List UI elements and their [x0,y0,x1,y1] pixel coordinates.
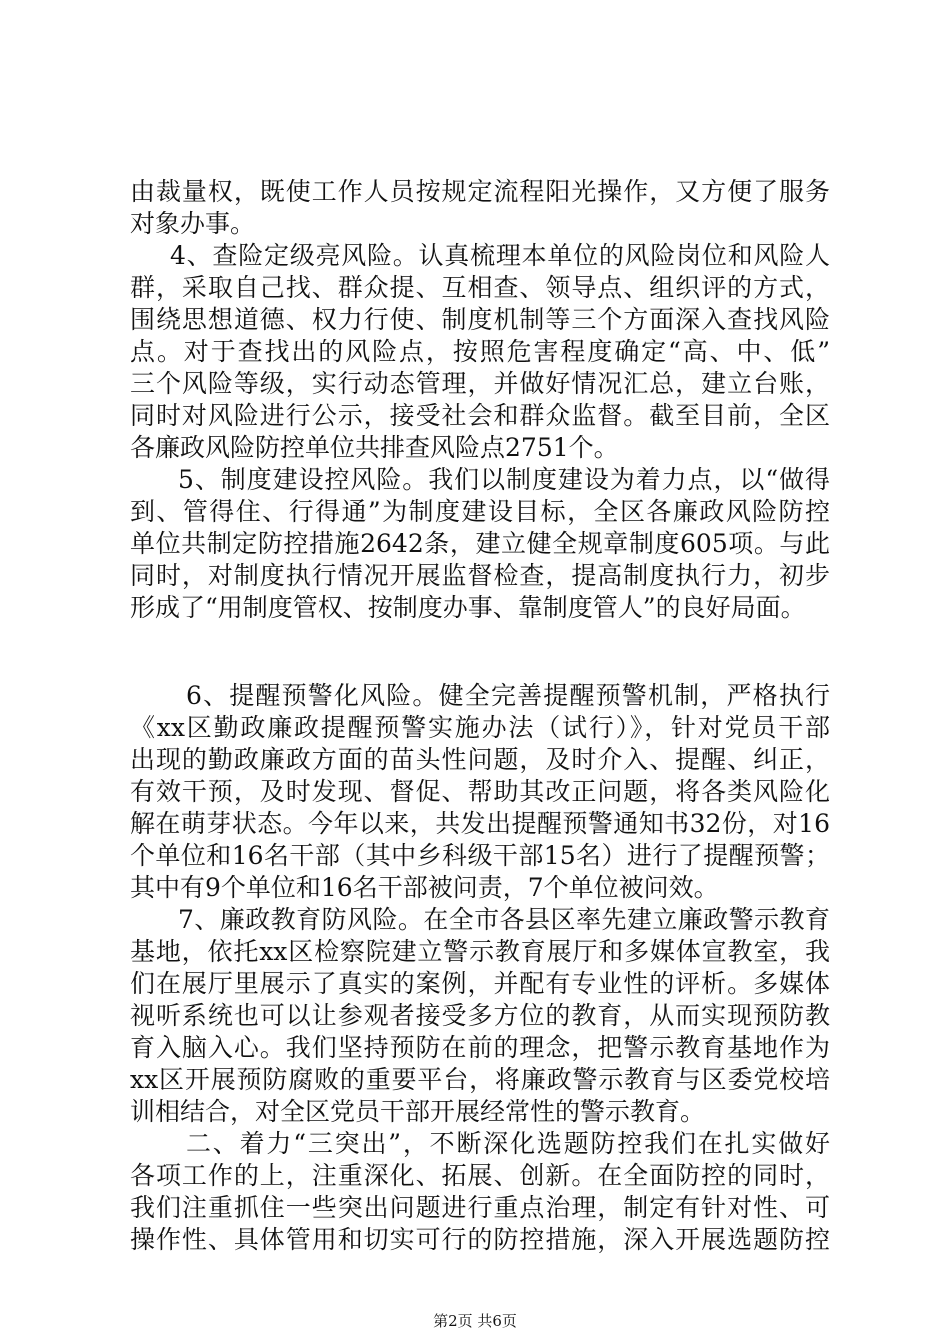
paragraph-spacer [130,624,830,680]
text-line: 基地，依托xx区检察院建立警示教育展厅和多媒体宣教室，我 [130,937,830,966]
text-line: 单位共制定防控措施2642条，建立健全规章制度605项。与此 [130,529,830,558]
text-line: 《xx区勤政廉政提醒预警实施办法（试行）》，针对党员干部 [130,713,830,742]
paragraph-6-first-line: 6、提醒预警化风险。健全完善提醒预警机制，严格执行 [186,681,830,710]
text-line: xx区开展预防腐败的重要平台，将廉政警示教育与区委党校培 [130,1065,830,1094]
paragraph-4-first-line: 4、查险定级亮风险。认真梳理本单位的风险岗位和风险人 [170,241,830,270]
paragraph-7-first-line: 7、廉政教育防风险。在全市各县区率先建立廉政警示教育 [178,905,830,934]
text-line: 操作性、具体管用和切实可行的防控措施，深入开展选题防控 [130,1225,830,1254]
section-two-heading-line: 二、着力“三突出”，不断深化选题防控我们在扎实做好 [186,1129,830,1158]
text-line: 各项工作的上，注重深化、拓展、创新。在全面防控的同时， [130,1161,830,1190]
text-line: 育入脑入心。我们坚持预防在前的理念，把警示教育基地作为 [130,1033,830,1062]
text-line: 由裁量权，既使工作人员按规定流程阳光操作，又方便了服务 [130,177,830,206]
text-line: 训相结合，对全区党员干部开展经常性的警示教育。 [130,1097,706,1126]
text-line: 同时，对制度执行情况开展监督检查，提高制度执行力，初步 [130,561,830,590]
text-line: 形成了“用制度管权、按制度办事、靠制度管人”的良好局面。 [130,593,806,622]
text-line: 个单位和16名干部（其中乡科级干部15名）进行了提醒预警； [130,841,830,870]
text-line: 其中有9个单位和16名干部被问责，7个单位被问效。 [130,873,719,902]
text-line: 解在萌芽状态。今年以来，共发出提醒预警通知书32份，对16 [130,809,830,838]
paragraph-5-first-line: 5、制度建设控风险。我们以制度建设为着力点，以“做得 [178,465,830,494]
text-line: 三个风险等级，实行动态管理，并做好情况汇总，建立台账， [130,369,830,398]
text-line: 视听系统也可以让参观者接受多方位的教育，从而实现预防教 [130,1001,830,1030]
text-line: 出现的勤政廉政方面的苗头性问题，及时介入、提醒、纠正， [130,745,830,774]
text-line: 群，采取自己找、群众提、互相查、领导点、组织评的方式， [130,273,830,302]
text-line: 对象办事。 [130,209,256,238]
text-line: 各廉政风险防控单位共排查风险点2751个。 [130,433,619,462]
text-line: 围绕思想道德、权力行使、制度机制等三个方面深入查找风险 [130,305,830,334]
text-line: 点。对于查找出的风险点，按照危害程度确定“高、中、低” [130,337,830,366]
text-line: 我们注重抓住一些突出问题进行重点治理，制定有针对性、可 [130,1193,830,1222]
page-number-footer: 第2页 共6页 [433,1312,517,1330]
text-line: 同时对风险进行公示，接受社会和群众监督。截至目前，全区 [130,401,830,430]
text-line: 们在展厅里展示了真实的案例，并配有专业性的评析。多媒体 [130,969,830,998]
text-line: 有效干预，及时发现、督促、帮助其改正问题，将各类风险化 [130,777,830,806]
text-line: 到、管得住、行得通”为制度建设目标，全区各廉政风险防控 [130,497,830,526]
document-body [130,176,830,1256]
